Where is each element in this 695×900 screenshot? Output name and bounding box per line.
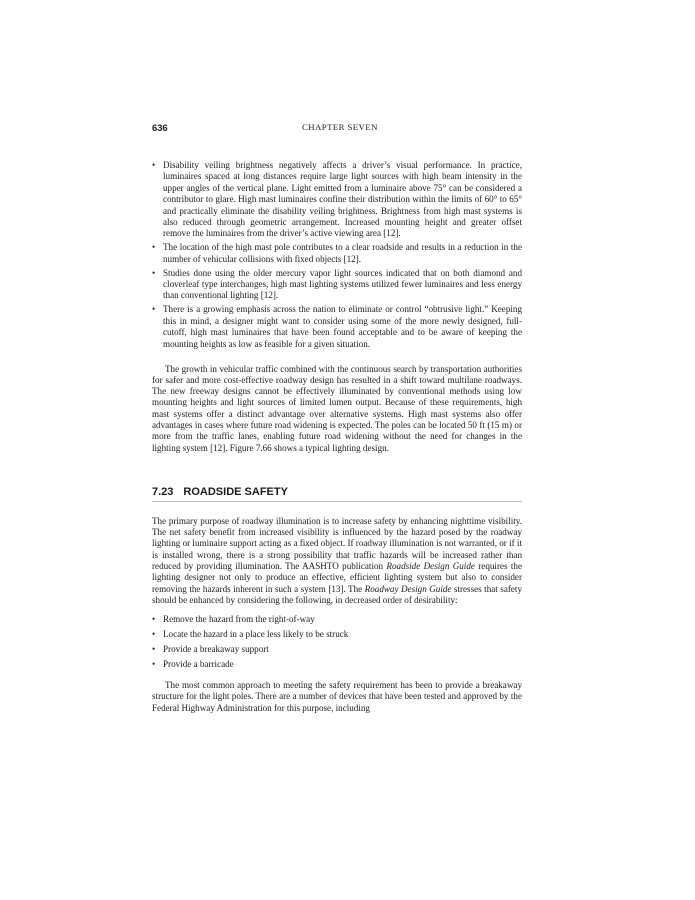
bullet-icon: •: [152, 267, 156, 278]
section-number: 7.23: [152, 485, 174, 498]
bullet-icon: •: [152, 658, 156, 669]
bullet-icon: •: [152, 643, 156, 654]
chapter-title: CHAPTER SEVEN: [302, 122, 378, 132]
bullet-icon: •: [152, 160, 156, 170]
closing-paragraph: The most common approach to meeting the safety requirement has been to provide a breakaway structure for the light poles. There are a number of devices that have been tested and approved by the Federal Highway Administration for this purpose, including: [152, 679, 522, 713]
list-item: • Remove the hazard from the right-of-way: [152, 614, 315, 625]
safety-measures-list: [152, 614, 522, 670]
publication-title: Roadway Design Guide: [364, 583, 452, 594]
publication-title: Roadside Design Guide: [386, 561, 475, 572]
list-item: • Disability veiling brightness negatively affects a driver’s visual performance. In practice, luminaires spaced at long distances require large light sources with high beam intensity in the upper angles of the vertical plane. Light emitted from a luminaire above 75° can be considered a contributor to glare. High mast luminaires confine their distribution within the limits of 60° to 65° and practically eliminate the disability veiling brightness. Brightness from high mast systems is also reduced through geometric arrangement. Increased mounting height and greater offset remove the luminaires from the driver’s active viewing area [12].: [152, 160, 522, 239]
bullet-icon: •: [152, 614, 156, 625]
list-item: • There is a growing emphasis across the nation to eliminate or control “obtrusive light.” Keeping this in mind, a designer might want to consider using some of the more newly designed, full-cutoff, high mast luminaires that have been found acceptable and to be aware of keeping the mounting heights as low as feasible for a given situation.: [152, 304, 522, 349]
list-item: • Provide a barricade: [152, 658, 234, 669]
bullet-icon: •: [152, 629, 156, 640]
book-page: [152, 122, 522, 714]
section-intro-paragraph: The primary purpose of roadway illumination is to increase safety by enhancing nighttime visibility. The net safety benefit from increased visibility is influenced by the hazard posed by the roadway lighting or luminaire support acting as a fixed object. If roadway illumination is not warranted, or if it is installed wrong, there is a strong possibility that traffic hazards will be increased rather than reduced by providing illumination. The AASHTO publication Roadside Design Guide requires the lighting designer not only to produce an effective, efficient lighting system but also to consider removing the hazards inherent in such a system [13]. The Roadway Design Guide stresses that safety should be enhanced by considering the following, in decreased order of desirability:: [152, 515, 522, 605]
high-mast-advantages-list: [152, 160, 522, 350]
list-item: • Studies done using the older mercury vapor light sources indicated that on both diamond and cloverleaf type interchanges, high mast lighting systems utilized fewer luminaires and less energy than conventional lighting [12].: [152, 267, 522, 301]
bullet-icon: •: [152, 304, 156, 315]
bullet-icon: •: [152, 242, 156, 253]
page-number: 636: [152, 122, 168, 133]
list-item: • Locate the hazard in a place less likely to be struck: [152, 629, 349, 640]
section-title: ROADSIDE SAFETY: [183, 485, 288, 498]
growth-paragraph: The growth in vehicular traffic combined with the continuous search by transportation authorities for safer and more cost-effective roadway design has resulted in a shift toward multilane roadways. The new freeway designs cannot be effectively illuminated by conventional methods using low mounting heights and light sources of limited lumen output. Because of these requirements, high mast systems offer a distinct advantage over alternative systems. High mast systems also offer advantages in cases where future road widening is expected. The poles can be located 50 ft (15 m) or more from the traffic lanes, enabling future road widening without the need for changes in the lighting system [12]. Figure 7.66 shows a typical lighting design.: [152, 363, 522, 453]
list-item: • The location of the high mast pole contributes to a clear roadside and results in a reduction in the number of vehicular collisions with fixed objects [12].: [152, 242, 522, 264]
section-heading: [152, 486, 522, 502]
list-item: • Provide a breakaway support: [152, 643, 269, 654]
running-head: [152, 122, 522, 138]
